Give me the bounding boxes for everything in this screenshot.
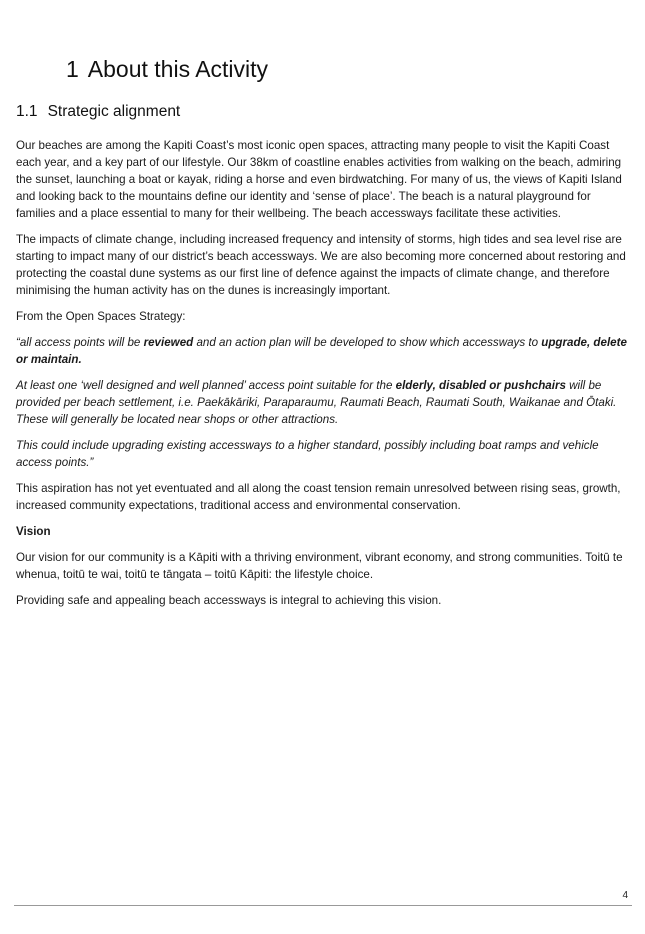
quote-1-bold-actions: upgrade, delete or maintain.	[16, 336, 627, 366]
quote-access-points	[16, 334, 628, 368]
paragraph-beaches: Our beaches are among the Kapiti Coast’s most iconic open spaces, attracting many people to visit the Kapiti Coast each year, and a key part of our lifestyle. Our 38km of coastline enables activities from walking on the beach, admiring the sunset, launching a boat or kayak, riding a horse and even birdwatching. For many of us, the views of Kapiti Island and looking back to the mountains define our identity and ‘sense of place’. The beach is a natural playground for families and a place essential to many for their wellbeing. The beach accessways facilitate these activities.	[16, 139, 622, 220]
quote-2-text-c: will be provided per beach settlement, i.e. Paekākāriki, Paraparaumu, Raumati Beach, Raumati South, Waikanae and Ōtaki. These will generally be located near shops or other attractions.	[16, 379, 617, 426]
quote-1-text-a: “all access points will be	[16, 336, 144, 349]
quote-1-text-c: and an action plan will be developed to show which accessways to	[193, 336, 542, 349]
quote-2-bold-groups: elderly, disabled or pushchairs	[395, 379, 566, 392]
heading-1	[66, 56, 268, 83]
heading-1-number: 1	[66, 56, 79, 82]
paragraph-aspiration: This aspiration has not yet eventuated and all along the coast tension remain unresolved between rising seas, growth, increased community expectations, traditional access and environmental conservation.	[16, 482, 621, 512]
heading-1-title: About this Activity	[87, 56, 269, 82]
vision-heading: Vision	[16, 525, 51, 538]
quote-2-text-a: At least one ‘well designed and well planned’ access point suitable for the	[16, 379, 396, 392]
heading-2-number: 1.1	[16, 103, 38, 120]
paragraph-strategy-intro: From the Open Spaces Strategy:	[16, 310, 186, 323]
footer-divider	[14, 905, 632, 906]
heading-2-title: Strategic alignment	[47, 103, 181, 120]
body-text	[16, 137, 628, 618]
paragraph-conclusion: Providing safe and appealing beach accessways is integral to achieving this vision.	[16, 594, 442, 607]
quote-1-bold-reviewed: reviewed	[143, 336, 194, 349]
quote-upgrading: This could include upgrading existing accessways to a higher standard, possibly including boat ramps and vehicle access points.”	[16, 439, 599, 469]
paragraph-vision: Our vision for our community is a Kāpiti with a thriving environment, vibrant economy, and strong communities. Toitū te whenua, toitū te wai, toitū te tāngata – toitū Kāpiti: the lifestyle choice.	[16, 551, 623, 581]
quote-settlements	[16, 377, 628, 428]
heading-2	[16, 103, 180, 121]
page-number: 4	[622, 890, 628, 901]
paragraph-climate: The impacts of climate change, including increased frequency and intensity of storms, high tides and sea level rise are starting to impact many of our district’s beach accessways. We are also becoming more concerned about restoring and protecting the coastal dune systems as our first line of defence against the impacts of climate change, and therefore minimising the human activity has on the dunes is increasingly important.	[16, 233, 626, 297]
